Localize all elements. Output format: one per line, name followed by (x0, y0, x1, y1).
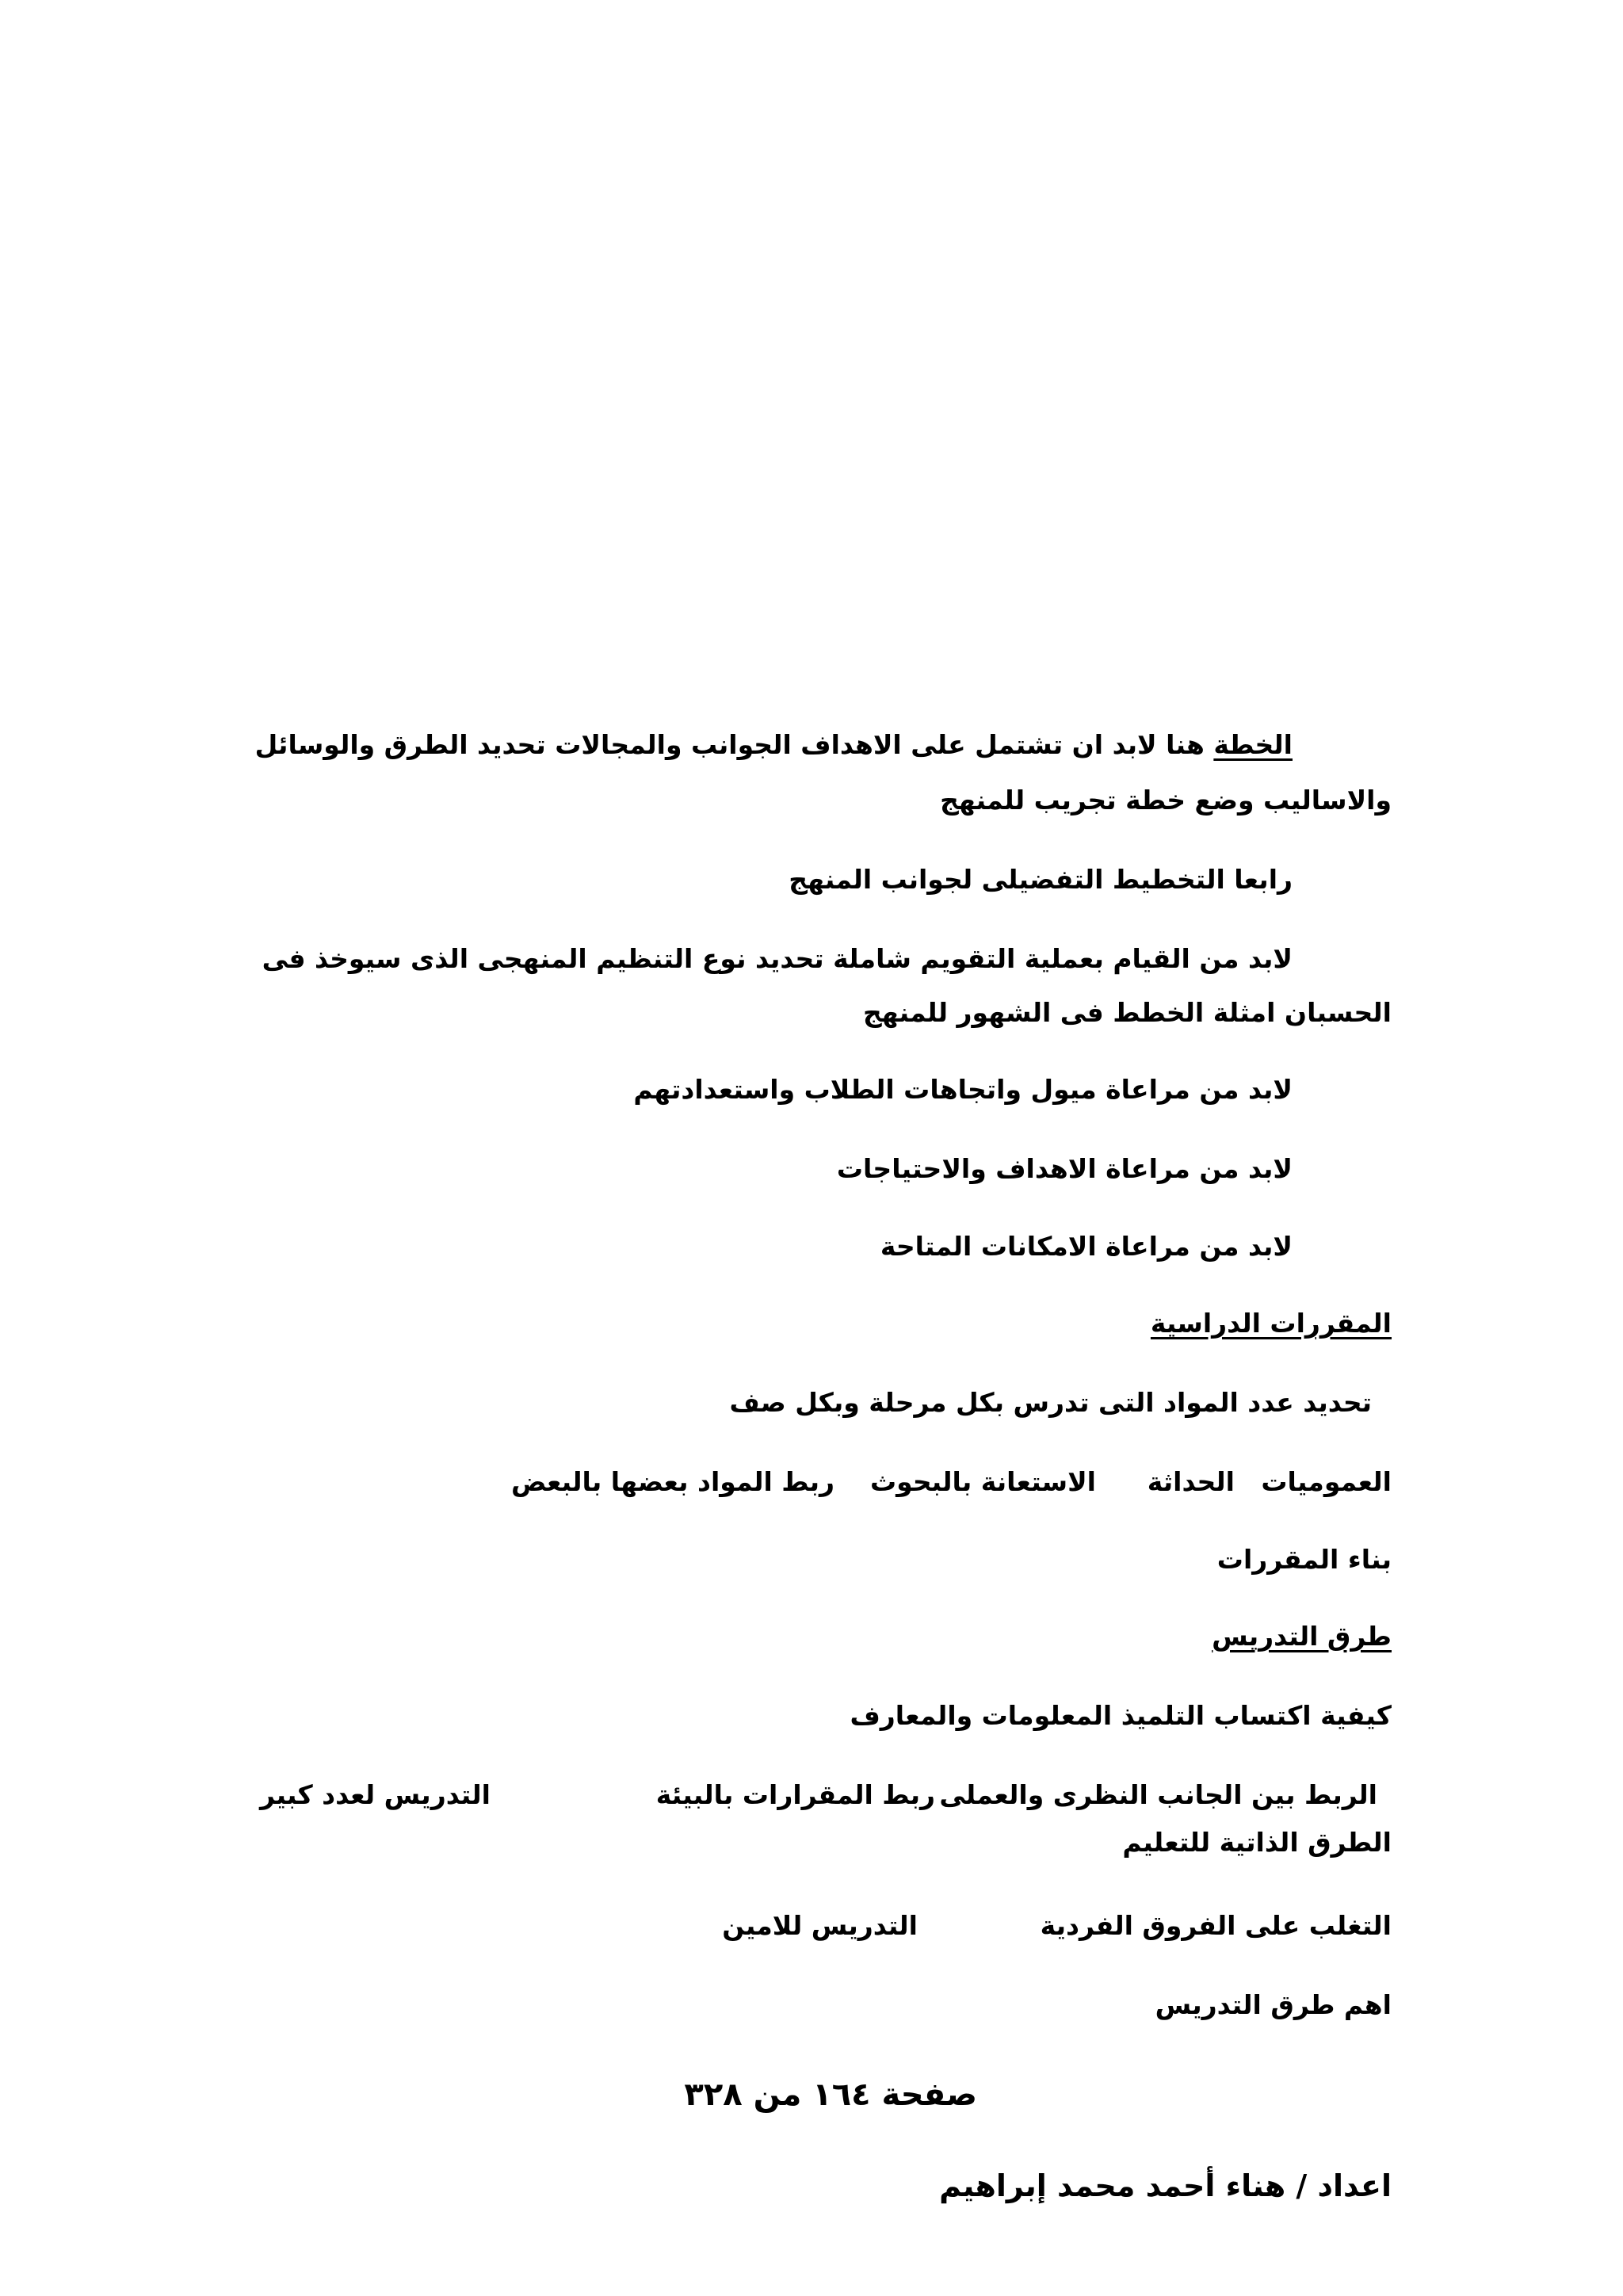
criteria-generalities: العموميات (1261, 1466, 1392, 1497)
teaching-theory-practice: الربط بين الجانب النظرى والعملى (939, 1779, 1377, 1810)
page-number: صفحة ١٦٤ من ٣٢٨ (684, 2076, 977, 2113)
list-item: لابد من مراعاة ميول واتجاهات الطلاب واستعدادتهم (633, 1074, 1293, 1105)
evaluation-paragraph-line-2: الحسبان امثلة الخطط فى الشهور للمنهج (863, 997, 1392, 1028)
criteria-linking: ربط المواد بعضها بالبعض (511, 1466, 834, 1497)
courses-line: تحديد عدد المواد التى تدرس بكل مرحلة وبكل صف (729, 1387, 1372, 1418)
author-credit: اعداد / هناء أحمد محمد إبراهيم (939, 2168, 1392, 2203)
teaching-individual-differences: التغلب على الفروق الفردية (1040, 1910, 1392, 1941)
criteria-research: الاستعانة بالبحوث (870, 1466, 1096, 1497)
teaching-line: كيفية اكتساب التلميذ المعلومات والمعارف (850, 1700, 1392, 1731)
teaching-self-learning: الطرق الذاتية للتعليم (1122, 1827, 1392, 1858)
courses-heading: المقررات الدراسية (1150, 1308, 1392, 1339)
plan-lead-word: الخطة (1213, 729, 1293, 760)
teaching-large-number: التدريس لعدد كبير (260, 1779, 491, 1810)
plan-paragraph-line-1 (255, 725, 1293, 765)
fourth-heading: رابعا التخطيط التفضيلى لجوانب المنهج (789, 864, 1293, 895)
list-item: لابد من مراعاة الاهداف والاحتياجات (836, 1153, 1293, 1184)
evaluation-paragraph-line-1: لابد من القيام بعملية التقويم شاملة تحديد نوع التنظيم المنهجى الذى سيوخذ فى (262, 943, 1293, 974)
important-methods: اهم طرق التدريس (1155, 1989, 1392, 2020)
plan-line-1-text: هنا لابد ان تشتمل على الاهداف الجوانب والمجالات تحديد الطرق والوسائل (254, 729, 1214, 760)
list-item: لابد من مراعاة الامكانات المتاحة (880, 1231, 1293, 1262)
teaching-heading: طرق التدريس (1212, 1621, 1392, 1652)
building-courses: بناء المقررات (1216, 1544, 1392, 1575)
criteria-modernity: الحداثة (1147, 1466, 1235, 1497)
teaching-illiterate: التدريس للامين (722, 1910, 918, 1941)
teaching-environment: ربط المقرارات بالبيئة (655, 1779, 935, 1810)
plan-paragraph-line-2: والاساليب وضع خطة تجريب للمنهج (940, 785, 1392, 816)
